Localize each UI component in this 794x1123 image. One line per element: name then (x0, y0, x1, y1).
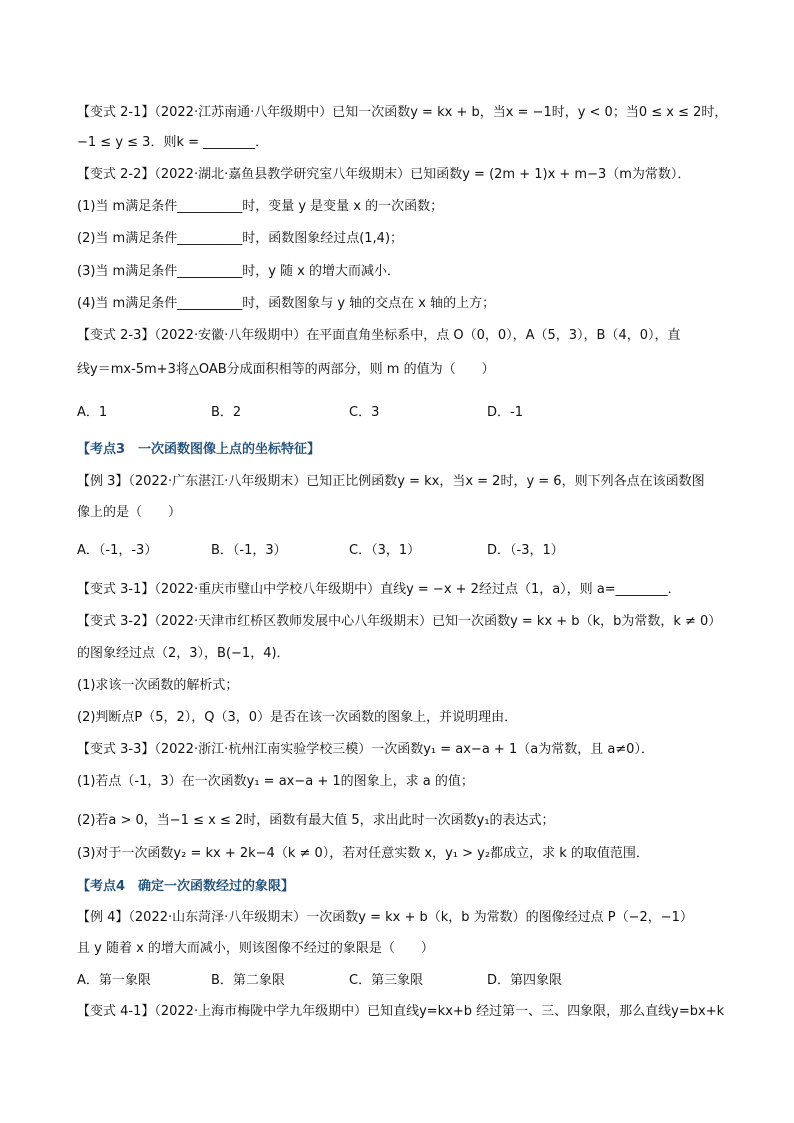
variant-2-1-line-2: −1 ≤ y ≤ 3．则k = ________． (77, 135, 269, 150)
section-heading-3: 【考点3 一次函数图像上点的坐标特征】 (77, 442, 321, 457)
example-4-line-1: 【例 4】（2022·山东菏泽·八年级期末）一次函数y = kx + b（k，b 为常数）的图像经过点 P（−2，−1） (77, 910, 693, 925)
option-b: B．2 (211, 405, 242, 420)
option-c: C．3 (349, 405, 380, 420)
example-4-options (77, 972, 734, 990)
option-a: A．（-1，-3） (77, 543, 158, 558)
section-heading-4: 【考点4 确定一次函数经过的象限】 (77, 879, 295, 894)
variant-2-1-line-1: 【变式 2-1】（2022·江苏南通·八年级期中）已知一次函数y = kx + b，当x = −1时，y < 0；当0 ≤ x ≤ 2时， (77, 105, 728, 120)
variant-3-1-question: 【变式 3-1】（2022·重庆市璧山中学校八年级期中）直线y = −x + 2经过点（1，a），则 a=________． (77, 582, 681, 597)
option-c: C．（3，1） (349, 543, 421, 558)
example-4-line-2: 且 y 随着 x 的增大而减小，则该图像不经过的象限是（ ） (77, 941, 434, 956)
example-3-options (77, 542, 734, 560)
variant-2-2-part-4: (4)当 m满足条件__________时，函数图象与 y 轴的交点在 x 轴的上方； (77, 296, 496, 311)
variant-3-2-line-2: 的图象经过点（2，3），B(−1，4)． (77, 646, 290, 661)
option-d: D．第四象限 (487, 973, 563, 988)
variant-2-3-line-2: 线y＝mx-5m+3将△OAB分成面积相等的两部分，则 m 的值为（ ） (77, 362, 495, 377)
variant-3-2-part-1: (1)求该一次函数的解析式； (77, 678, 239, 693)
variant-3-3-part-1: (1)若点（-1，3）在一次函数y₁ = ax−a + 1的图象上，求 a 的值； (77, 774, 474, 789)
variant-2-2-part-2: (2)当 m满足条件__________时，函数图象经过点(1,4)； (77, 231, 404, 246)
option-d: D．-1 (487, 405, 523, 420)
variant-3-3-part-2: (2)若a > 0，当−1 ≤ x ≤ 2时，函数有最大值 5，求出此时一次函数y₁的表达式； (77, 813, 555, 828)
variant-3-3-part-3: (3)对于一次函数y₂ = kx + 2k−4（k ≠ 0），若对任意实数 x，y₁ > y₂都成立，求 k 的取值范围． (77, 846, 649, 861)
variant-4-1-question: 【变式 4-1】（2022·上海市梅陇中学九年级期中）已知直线y=kx+b 经过第一、三、四象限，那么直线y=bx+k (77, 1004, 725, 1019)
option-b: B．（-1，3） (211, 543, 287, 558)
variant-3-2-part-2: (2)判断点P（5，2），Q（3，0）是否在该一次函数的图象上，并说明理由． (77, 710, 518, 725)
variant-3-2-line-1: 【变式 3-2】（2022·天津市红桥区教师发展中心八年级期末）已知一次函数y = kx + b（k，b为常数，k ≠ 0） (77, 614, 722, 629)
option-c: C．第三象限 (349, 973, 424, 988)
option-b: B．第二象限 (211, 973, 285, 988)
variant-2-2-part-1: (1)当 m满足条件__________时，变量 y 是变量 x 的一次函数； (77, 199, 444, 214)
variant-2-3-line-1: 【变式 2-3】（2022·安徽·八年级期中）在平面直角坐标系中，点 O（0，0），A（5，3），B（4，0），直 (77, 328, 681, 343)
variant-2-3-options (77, 404, 734, 422)
option-a: A．1 (77, 405, 108, 420)
option-a: A．第一象限 (77, 973, 151, 988)
variant-2-2-part-3: (3)当 m满足条件__________时，y 随 x 的增大而减小． (77, 264, 400, 279)
variant-3-3-question: 【变式 3-3】（2022·浙江·杭州江南实验学校三模）一次函数y₁ = ax−a + 1（a为常数，且 a≠0）． (77, 742, 654, 757)
variant-2-2-question: 【变式 2-2】（2022·湖北·嘉鱼县教学研究室八年级期末）已知函数y = (2m + 1)x + m−3（m为常数）． (77, 167, 691, 182)
example-3-line-2: 像上的是（ ） (77, 505, 182, 520)
option-d: D．（-3，1） (487, 543, 564, 558)
example-3-line-1: 【例 3】（2022·广东湛江·八年级期末）已知正比例函数y = kx，当x = 2时，y = 6，则下列各点在该函数图 (77, 474, 705, 489)
